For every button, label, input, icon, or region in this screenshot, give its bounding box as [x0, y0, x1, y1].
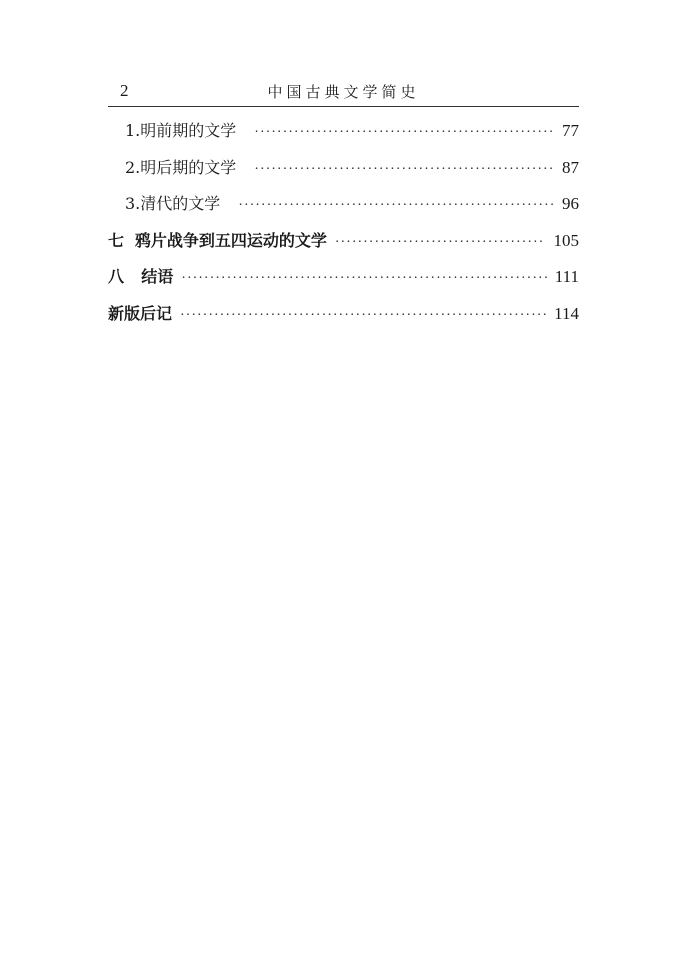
toc-entry-page: 96 — [562, 194, 579, 213]
toc-entry-page: 87 — [562, 157, 579, 177]
toc-chapter[interactable] — [108, 301, 579, 338]
dot-leader — [180, 308, 546, 324]
toc-entry[interactable] — [108, 191, 579, 228]
toc-chapter-number: 八 — [108, 267, 127, 286]
toc-chapter-title: 鸦片战争到五四运动的文学 — [134, 230, 327, 250]
toc-entry-number: 1. — [125, 121, 141, 140]
toc-chapter[interactable] — [108, 228, 579, 265]
dot-leader — [335, 235, 546, 251]
toc-entry[interactable] — [108, 155, 579, 192]
dot-leader — [254, 125, 554, 141]
toc-entry-number: 3. — [125, 194, 141, 213]
book-title: 中国古典文学简史 — [267, 83, 420, 101]
toc-chapter[interactable] — [108, 264, 579, 301]
dot-leader — [181, 271, 546, 287]
running-header — [108, 78, 579, 107]
table-of-contents — [108, 118, 579, 337]
dot-leader — [254, 162, 554, 178]
toc-chapter-page: 114 — [554, 303, 579, 323]
toc-chapter-number: 七 — [108, 230, 127, 250]
toc-chapter-title: 结语 — [141, 267, 174, 286]
toc-entry-title: 明后期的文学 — [140, 157, 237, 177]
toc-entry-title: 明前期的文学 — [140, 121, 237, 140]
toc-entry[interactable] — [108, 118, 579, 155]
dot-leader — [238, 198, 554, 214]
toc-chapter-page: 105 — [553, 230, 579, 250]
toc-entry-title: 清代的文学 — [140, 194, 221, 213]
toc-chapter-title: 新版后记 — [108, 303, 173, 323]
toc-entry-number: 2. — [125, 157, 141, 177]
page-number: 2 — [120, 81, 129, 100]
toc-chapter-page: 111 — [554, 267, 579, 286]
toc-entry-page: 77 — [562, 121, 579, 140]
